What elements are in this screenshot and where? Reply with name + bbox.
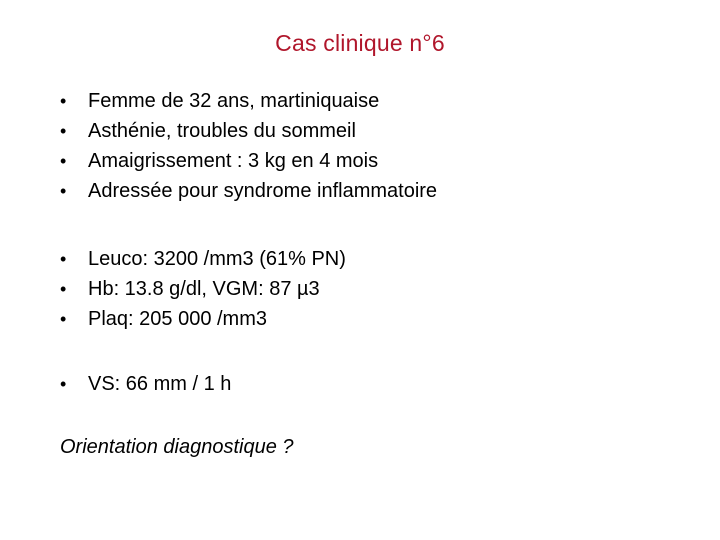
list-item [60,304,346,334]
list-item-text: Hb: 13.8 g/dl, VGM: 87 µ3 [88,278,320,300]
bullet-icon: • [60,309,67,329]
bullet-icon: • [60,374,67,394]
sedimentation-list [60,369,231,399]
slide-title-text: Cas clinique n°6 [275,30,445,56]
patient-history-list [60,86,437,206]
list-item-text: Leuco: 3200 /mm3 (61% PN) [88,248,346,270]
bullet-icon: • [60,121,67,141]
bullet-icon: • [60,181,67,201]
diagnostic-question: Orientation diagnostique ? [60,436,294,458]
bullet-icon: • [60,91,67,111]
blood-count-list [60,244,346,334]
list-item-text: Asthénie, troubles du sommeil [88,120,356,142]
list-item-text: Adressée pour syndrome inflammatoire [88,180,438,202]
bullet-icon: • [60,151,67,171]
list-item [60,146,437,176]
list-item [60,274,346,304]
slide-title [0,30,720,57]
list-item [60,86,437,116]
list-item-text: Plaq: 205 000 /mm3 [88,308,267,330]
bullet-icon: • [60,279,67,299]
list-item [60,369,231,399]
bullet-icon: • [60,249,67,269]
list-item-text: VS: 66 mm / 1 h [88,373,232,395]
list-item [60,116,437,146]
list-item [60,244,346,274]
list-item-text: Femme de 32 ans, martiniquaise [88,90,380,112]
list-item [60,176,437,206]
list-item-text: Amaigrissement : 3 kg en 4 mois [88,150,379,172]
